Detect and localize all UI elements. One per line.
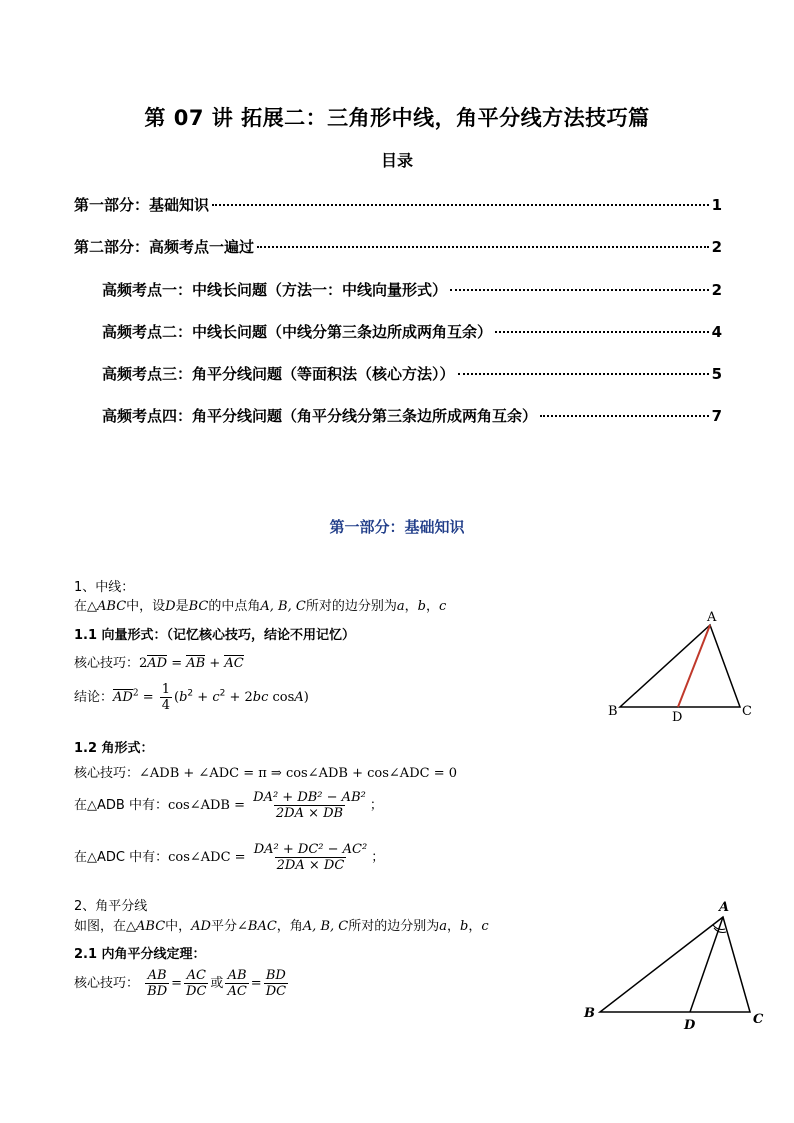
- vertex-label-a: A: [707, 610, 717, 625]
- toc-entry[interactable]: [74, 236, 722, 257]
- toc-leader-dots: [458, 373, 709, 375]
- toc-entry-label: 高频考点二：中线长问题（中线分第三条边所成两角互余）: [102, 323, 493, 341]
- bisector-heading: 2、角平分线: [74, 899, 148, 914]
- toc-entry-page: 7: [711, 407, 722, 425]
- point-label-d: D: [672, 710, 683, 725]
- toc-entry[interactable]: [102, 279, 722, 300]
- angle-form-heading: 1.2 角形式：: [74, 741, 154, 756]
- toc-leader-dots: [495, 331, 709, 333]
- median-triangle-figure: [600, 605, 760, 725]
- triangle-abc: [600, 917, 750, 1012]
- vertex-label-b: B: [584, 1006, 595, 1021]
- vector-skill: 核心技巧：2AD = AB + AC: [74, 656, 244, 671]
- angle-arc-mark: [714, 928, 726, 933]
- toc-entry-label: 高频考点四：角平分线问题（角平分线分第三条边所成两角互余）: [102, 407, 538, 425]
- toc-leader-dots: [540, 415, 709, 417]
- toc-entry[interactable]: [102, 321, 722, 342]
- toc-entry-label: 高频考点三：角平分线问题（等面积法（核心方法））: [102, 365, 455, 383]
- median-heading: 1、中线：: [74, 580, 135, 595]
- toc-entry-page: 2: [711, 238, 722, 256]
- toc-leader-dots: [257, 246, 709, 248]
- toc-entry-label: 高频考点一：中线长问题（方法一：中线向量形式）: [102, 281, 448, 299]
- vector-conclusion: 结论：$AD^2$ = $\frac{1}{4}$ ($b^2 + c^2 + 2bc$ cosA): [74, 682, 309, 713]
- bisector-triangle-figure: [578, 895, 778, 1035]
- page-title: 第 07 讲 拓展二：三角形中线，角平分线方法技巧篇: [144, 106, 650, 130]
- toc-entry-page: 2: [711, 281, 722, 299]
- bisector-theorem-formula: 核心技巧： $\frac{AB}{BD}$ = $\frac{AC}{DC}$ 或 $\frac{AB}{AC}$ = $\frac{BD}{DC}$: [74, 968, 287, 999]
- toc-heading: 目录: [380, 151, 413, 170]
- vector-form-heading: 1.1 向量形式：（记忆核心技巧，结论不用记忆）: [74, 628, 356, 643]
- toc-entry-page: 4: [711, 323, 722, 341]
- toc-entry[interactable]: [102, 405, 722, 426]
- bisector-theorem-heading: 2.1 内角平分线定理：: [74, 947, 206, 962]
- toc-leader-dots: [212, 204, 709, 206]
- vertex-label-b: B: [608, 704, 618, 719]
- point-label-d: D: [684, 1018, 696, 1033]
- toc-entry[interactable]: [74, 194, 722, 215]
- toc-entry-label: 第二部分：高频考点一遍过: [74, 238, 255, 256]
- section-heading: 第一部分：基础知识: [329, 518, 465, 536]
- triangle-abc: [620, 625, 740, 707]
- toc-entry[interactable]: [102, 363, 722, 384]
- toc-entry-page: 1: [711, 196, 722, 214]
- angle-skill: 核心技巧：∠ADB + ∠ADC = π ⇒ cos∠ADB + cos∠ADC = 0: [74, 766, 457, 781]
- median-intro: 在△ABC中，设D是BC的中点角A, B, C所对的边分别为a，b，c: [74, 599, 447, 614]
- toc-entry-label: 第一部分：基础知识: [74, 196, 210, 214]
- toc-leader-dots: [450, 289, 709, 291]
- adc-formula: 在△ADC 中有：cos∠ADC = $\frac{\text{DA² + DC² − AC²}}{2DA \times DC}$ ；: [74, 842, 385, 873]
- adb-formula: 在△ADB 中有：cos∠ADB = $\frac{\text{DA² + DB² − AB²}}{2DA \times DB}$ ；: [74, 790, 383, 821]
- median-line-ad: [678, 625, 710, 707]
- vertex-label-a: A: [719, 900, 730, 915]
- vertex-label-c: C: [742, 704, 752, 719]
- vertex-label-c: C: [753, 1012, 764, 1027]
- toc-entry-page: 5: [711, 365, 722, 383]
- bisector-intro: 如图，在△ABC中，AD平分∠BAC，角A, B, C所对的边分别为a，b，c: [74, 919, 489, 934]
